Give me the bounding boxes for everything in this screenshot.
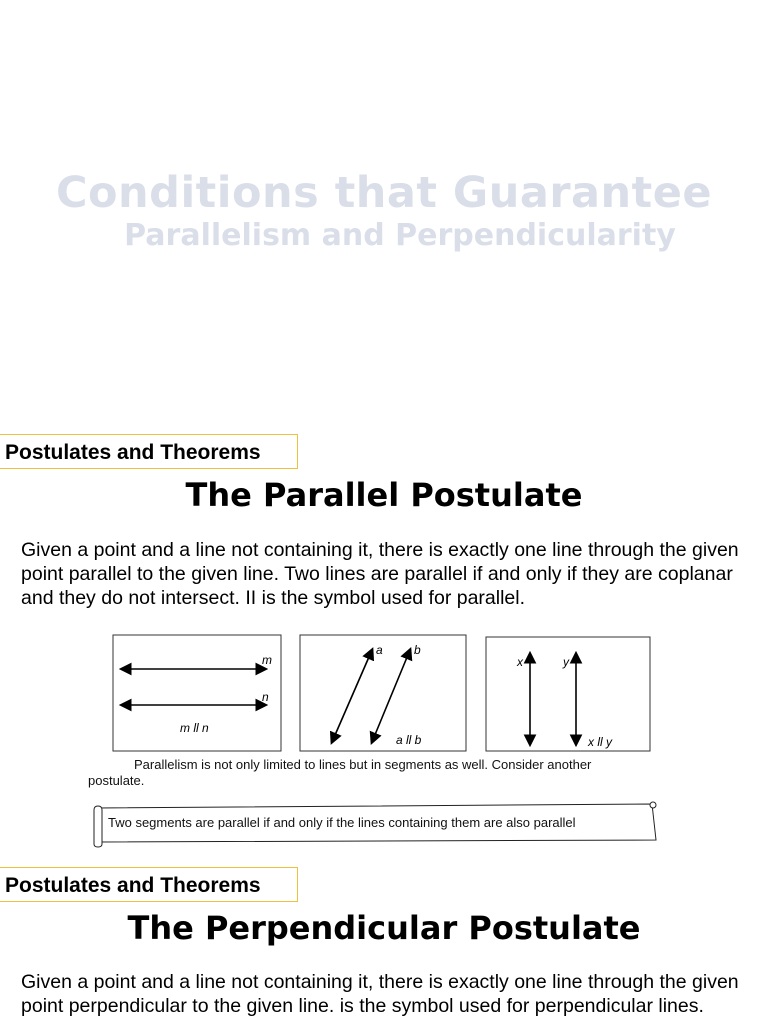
caption-m-parallel-n: m ll n: [180, 721, 209, 735]
scroll-text: Two segments are parallel if and only if the lines containing them are also parallel: [108, 815, 576, 830]
label-b: b: [414, 643, 421, 657]
figure-box-lines-ab: [300, 635, 466, 751]
label-x: x: [517, 655, 523, 669]
parallel-figure: [110, 632, 655, 756]
line-b: [372, 650, 410, 742]
caption-x-parallel-y: x ll y: [588, 735, 612, 749]
heading-perpendicular-postulate: The Perpendicular Postulate: [127, 909, 641, 947]
title-subtitle: Parallelism and Perpendicularity: [124, 218, 676, 253]
label-n: n: [262, 690, 269, 704]
note-parallel-segments: Parallelism is not only limited to lines but in segments as well. Consider another postulate.: [88, 757, 592, 788]
caption-a-parallel-b: a ll b: [396, 733, 422, 747]
label-a: a: [376, 643, 383, 657]
section-tag-2: Postulates and Theorems: [0, 867, 298, 902]
title-main: Conditions that Guarantee: [55, 168, 713, 218]
label-y: y: [563, 655, 569, 669]
paragraph-perpendicular: Given a point and a line not containing it, there is exactly one line through the given point perpendicular to the given line. is the symbol used for perpendicular lines.: [21, 971, 739, 1017]
heading-parallel-postulate: The Parallel Postulate: [185, 476, 583, 514]
label-m: m: [262, 653, 272, 667]
paragraph-parallel: Given a point and a line not containing it, there is exactly one line through the given point parallel to the given line. Two lines are parallel if and only if they are coplanar and they do not intersect. II is the symbol used for parallel.: [21, 539, 739, 609]
section-tag-1: Postulates and Theorems: [0, 434, 298, 469]
line-a: [332, 650, 372, 742]
